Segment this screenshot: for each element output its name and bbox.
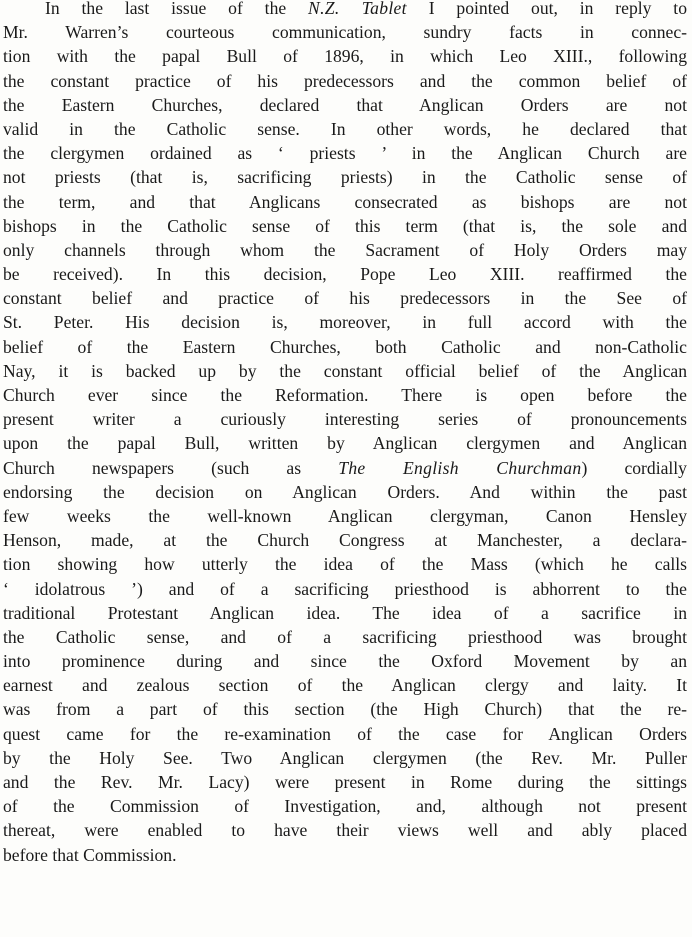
text-line: thereat, were enabled to have their views well and ably placed bbox=[3, 820, 687, 841]
text-line: the Eastern Churches, declared that Anglican Orders are not bbox=[3, 94, 687, 115]
text-line: the Catholic sense, and of a sacrificing priesthood was brought bbox=[3, 626, 687, 647]
text-line: by the Holy See. Two Anglican clergymen (the Rev. Mr. Puller bbox=[3, 747, 687, 768]
text-line: bishops in the Catholic sense of this term (that is, the sole and bbox=[3, 215, 687, 236]
text-line: only channels through whom the Sacrament of Holy Orders may bbox=[3, 239, 687, 260]
text-line: traditional Protestant Anglican idea. The idea of a sacrifice in bbox=[3, 602, 687, 623]
text-run: ) cordially bbox=[581, 457, 687, 478]
text-line: St. Peter. His decision is, moreover, in full accord with the bbox=[3, 312, 687, 333]
text-run: Church newspapers (such as bbox=[3, 457, 339, 478]
text-line: upon the papal Bull, written by Anglican clergymen and Anglican bbox=[3, 433, 687, 454]
text-line: endorsing the decision on Anglican Orders. And within the past bbox=[3, 481, 687, 502]
text-line: the clergymen ordained as ‘ priests ’ in the Anglican Church are bbox=[3, 143, 687, 164]
text-line: quest came for the re-examination of the case for Anglican Orders bbox=[3, 723, 687, 744]
text-line: few weeks the well-known Anglican clergyman, Canon Hensley bbox=[3, 505, 687, 526]
publication-title: The English Churchman bbox=[338, 457, 582, 478]
article-body bbox=[3, 0, 687, 867]
text-line: tion showing how utterly the idea of the Mass (which he calls bbox=[3, 554, 687, 575]
text-line: was from a part of this section (the High Church) that the re- bbox=[3, 699, 687, 720]
text-line: the term, and that Anglicans consecrated as bishops are not bbox=[3, 191, 687, 212]
text-line: belief of the Eastern Churches, both Catholic and non-Catholic bbox=[3, 336, 687, 357]
text-line: tion with the papal Bull of 1896, in which Leo XIII., following bbox=[3, 46, 687, 67]
text-line: into prominence during and since the Oxford Movement by an bbox=[3, 651, 687, 672]
text-line: Nay, it is backed up by the constant official belief of the Anglican bbox=[3, 360, 687, 381]
text-run: In the last issue of the bbox=[45, 0, 309, 18]
text-line: Mr. Warren’s courteous communication, sundry facts in connec- bbox=[3, 22, 687, 43]
text-line: of the Commission of Investigation, and, although not present bbox=[3, 796, 687, 817]
text-line bbox=[3, 456, 687, 480]
text-line: the constant practice of his predecessors and the common belief of bbox=[3, 70, 687, 91]
text-line: earnest and zealous section of the Anglican clergy and laity. It bbox=[3, 675, 687, 696]
text-line: present writer a curiously interesting series of pronouncements bbox=[3, 409, 687, 430]
text-line: ‘ idolatrous ’) and of a sacrificing priesthood is abhorrent to the bbox=[3, 578, 687, 599]
text-line: before that Commission. bbox=[3, 844, 177, 865]
text-line bbox=[3, 0, 687, 20]
text-line: Church ever since the Reformation. There is open before the bbox=[3, 385, 687, 405]
text-line: and the Rev. Mr. Lacy) were present in Rome during the sittings bbox=[3, 772, 687, 792]
text-line: constant belief and practice of his predecessors in the See of bbox=[3, 288, 687, 309]
text-line: be received). In this decision, Pope Leo XIII. reaffirmed the bbox=[3, 264, 687, 285]
text-line: Henson, made, at the Church Congress at Manchester, a declara- bbox=[3, 530, 687, 551]
text-line: valid in the Catholic sense. In other words, he declared that bbox=[3, 118, 687, 139]
publication-title: N.Z. Tablet bbox=[308, 0, 407, 18]
text-run: I pointed out, in reply to bbox=[406, 0, 687, 18]
text-line: not priests (that is, sacrificing priests) in the Catholic sense of bbox=[3, 167, 687, 188]
